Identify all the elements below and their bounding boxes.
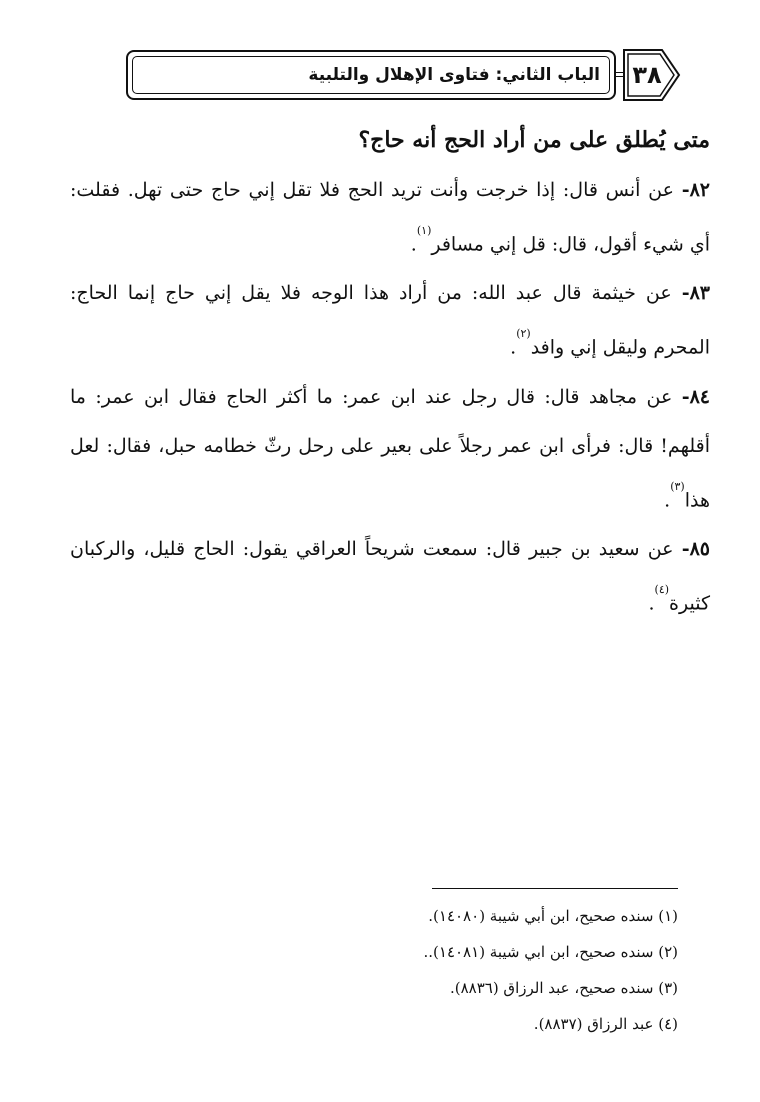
footnote-ref: (٤) [654,582,670,596]
footnote-ref: (٢) [516,327,531,341]
footnote-1: (١) سنده صحيح، ابن أبي شيبة (١٤٠٨٠). [428,907,678,925]
narration-text: عن خيثمة قال عبد الله: من أراد هذا الوجه فلا يقل إني حاج إنما الحاج: المحرم وليقل إني وافد [70,282,710,359]
section-heading: متى يُطلق على من أراد الحج أنه حاج؟ [358,127,710,153]
narration-number: ٨٣- [681,282,710,305]
narration-end: . [664,488,671,511]
footnote-separator [432,888,678,889]
narration-82 [70,166,710,269]
page-number-badge [622,48,682,102]
narration-84 [70,373,710,525]
narration-text: عن سعيد بن جبير قال: سمعت شريحاً العراقي يقول: الحاج قليل، والركبان كثيرة [70,537,710,615]
page-number: ٣٨ [632,61,662,89]
narration-text: عن مجاهد قال: قال رجل عند ابن عمر: ما أكثر الحاج فقال ابن عمر: ما أقلهم! قال: فرأى ابن عمر رجلاً على بعير على رحل رثّ خطامه حبل، فقال: لعل هذا [70,385,710,511]
narration-number: ٨٤- [681,385,710,408]
footnotes [424,898,679,1042]
narrations-body [70,166,710,628]
narration-83 [70,269,710,372]
narration-number: ٨٥- [681,537,710,560]
footnote-3: (٣) سنده صحيح، عبد الرزاق (٨٨٣٦). [449,979,678,997]
footnote-ref: (٣) [670,479,685,493]
footnote-ref: (١) [416,224,432,237]
narration-text: عن أنس قال: إذا خرجت وأنت تريد الحج فلا تقل إني حاج حتى تهل. فقلت: أي شيء أقول، قال: قل إني مسافر [70,179,710,256]
footnote-4: (٤) عبد الرزاق (٨٨٣٧). [533,1015,678,1033]
narration-85 [70,525,710,628]
narration-end: . [648,592,655,615]
running-header-title: الباب الثاني: فتاوى الإهلال والتلبية [308,65,600,85]
narration-end: . [410,233,417,256]
running-header-frame [126,50,616,100]
narration-end: . [510,336,517,359]
narration-number: ٨٢- [681,179,710,201]
footnote-2: (٢) سنده صحيح، ابن ابي شيبة (١٤٠٨١).. [423,943,678,961]
